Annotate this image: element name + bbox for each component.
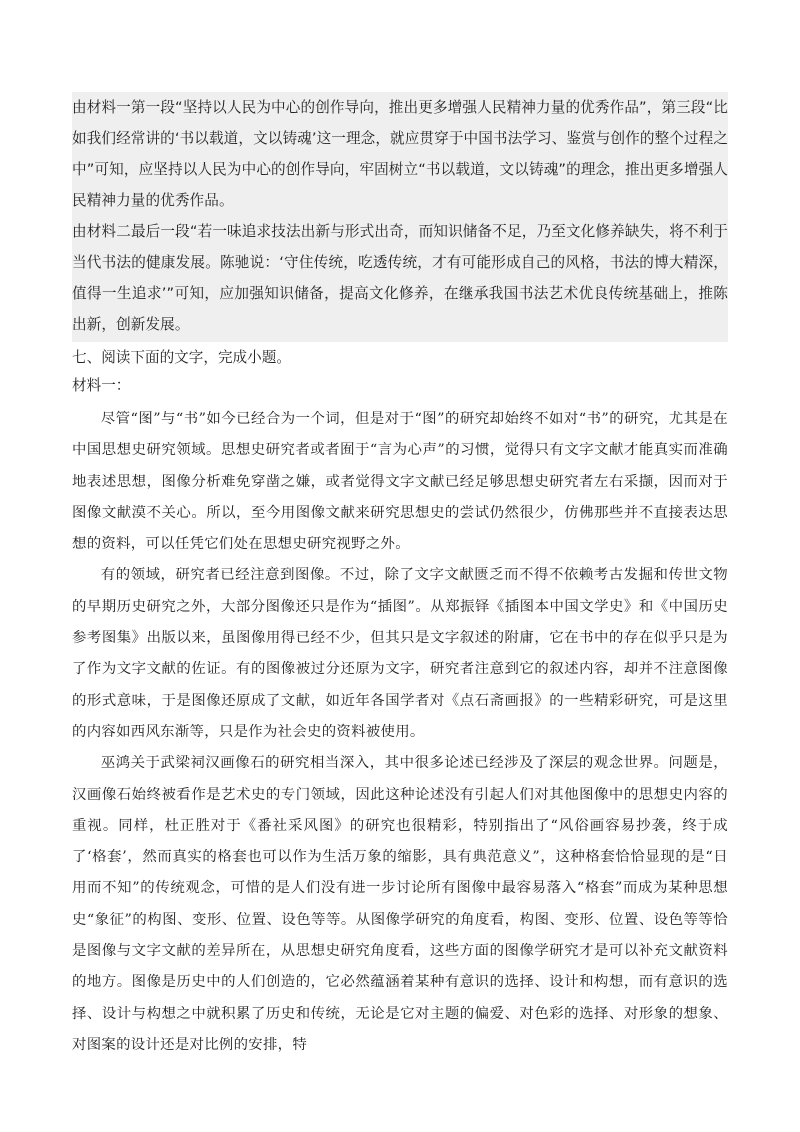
question-title: 七、阅读下面的文字，完成小题。 (72, 349, 291, 366)
answer-paragraph-2: 由材料二最后一段“若一味追求技法出新与形式出奇，而知识储备不足，乃至文化修养缺失，将不利于当代书法的健康发展。陈驰说：‘守住传统，吃透传统，才有可能形成自己的风格，书法的博大精深，值得一生追求’”可知，应加强知识储备，提高文化修养，在继承我国书法艺术优良传统基础上，推陈出新，创新发展。 (72, 223, 728, 333)
material-paragraph-2: 有的领域，研究者已经注意到图像。不过，除了文字文献匮乏而不得不依赖考古发掘和传世文物的早期历史研究之外，大部分图像还只是作为“插图”。从郑振铎《插图本中国文学史》和《中国历史参考图集》出版以来，虽图像用得已经不少，但其只是文字叙述的附庸，它在书中的存在似乎只是为了作为文字文献的佐证。有的图像被过分还原为文字，研究者注意到它的叙述内容，却并不注意图像的形式意味，于是图像还原成了文献，如近年各国学者对《点石斋画报》的一些精彩研究，可是这里的内容如西风东渐等，只是作为社会史的资料被使用。 (72, 567, 728, 740)
material-one-text (72, 404, 728, 1061)
answer-paragraph-1: 由材料一第一段“坚持以人民为中心的创作导向，推出更多增强人民精神力量的优秀作品”，第三段“比如我们经常讲的‘书以载道，文以铸魂’这一理念，就应贯穿于中国书法学习、鉴赏与创作的整个过程之中”可知，应坚持以人民为中心的创作导向，牢固树立“书以载道，文以铸魂”的理念，推出更多增强人民精神力量的优秀作品。 (72, 99, 729, 209)
answer-analysis-box (72, 92, 728, 342)
material-paragraph-1: 尽管“图”与“书”如今已经合为一个词，但是对于“图”的研究却始终不如对“书”的研究，尤其是在中国思想史研究领域。思想史研究者或者囿于“言为心声”的习惯，觉得只有文字文献才能真实而准确地表述思想，图像分析难免穿凿之嫌，或者觉得文字文献已经足够思想史研究者左右采撷，因而对于图像文献漠不关心。所以，至今用图像文献来研究思想史的尝试仍然很少，仿佛那些并不直接表达思想的资料，可以任凭它们处在思想史研究视野之外。 (72, 411, 728, 553)
material-paragraph-3: 巫鸿关于武梁祠汉画像石的研究相当深入，其中很多论述已经涉及了深层的观念世界。问题是，汉画像石始终被看作是艺术史的专门领域，因此这种论述没有引起人们对其他图像中的思想史内容的重视。同样，杜正胜对于《番社采风图》的研究也很精彩，特别指出了“风俗画容易抄袭，终于成了‘格套’，然而真实的格套也可以作为生活万象的缩影，具有典范意义”，这种格套恰恰显现的是“日用而不知”的传统观念，可惜的是人们没有进一步讨论所有图像中最容易落入“格套”而成为某种思想史“象征”的构图、变形、位置、设色等等。从图像学研究的角度看，构图、变形、位置、设色等等恰是图像与文字文献的差异所在，从思想史研究角度看，这些方面的图像学研究才是可以补充文献资料的地方。图像是历史中的人们创造的，它必然蕴涵着某种有意识的选择、设计和构想，而有意识的选择、设计与构想之中就积累了历史和传统，无论是它对主题的偏爱、对色彩的选择、对形象的想象、对图案的设计还是对比例的安排，特 (72, 755, 728, 1053)
material-label: 材料一： (72, 377, 131, 394)
document-page (72, 92, 728, 1061)
